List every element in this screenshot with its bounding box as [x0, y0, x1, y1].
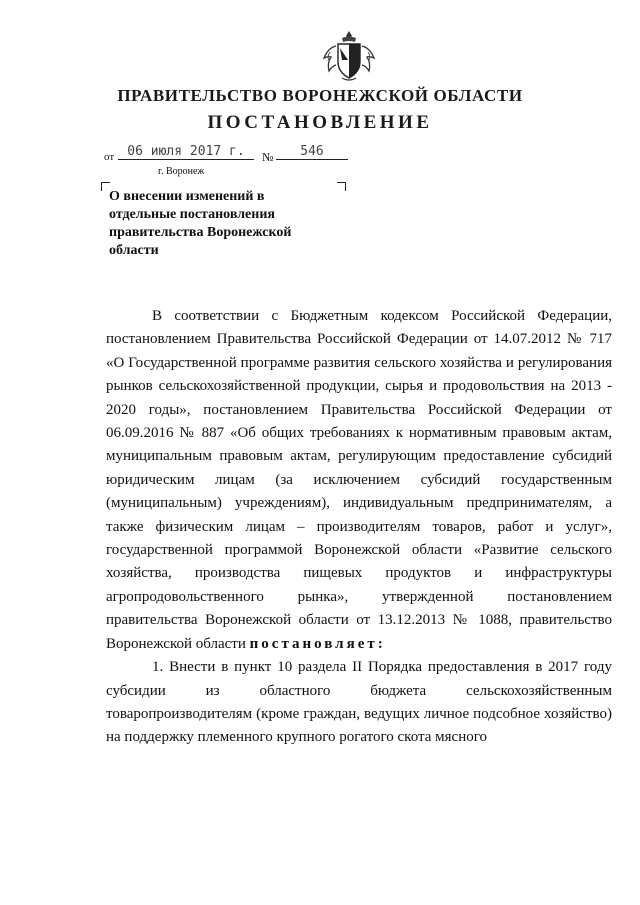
document-type-title: ПОСТАНОВЛЕНИЕ [207, 112, 433, 133]
coat-of-arms-icon [318, 28, 380, 84]
item-1-paragraph: 1. Внести в пункт 10 раздела II Порядка предоставления в 2017 году субсидии из областного бюджета сельскохозяйственным товаропроизводителям (кроме граждан, ведущих личное подсобное хозяйство) на поддержку племенного крупного рогатого скота мясного [106, 659, 612, 746]
document-date: 06 июля 2017 г. [118, 144, 254, 160]
document-body [106, 305, 612, 750]
subject-corner-right [337, 182, 346, 191]
preamble-paragraph: В соответствии с Бюджетным кодексом Российской Федерации, постановлением Правительства Российской Федерации от 14.07.2012 № 717 «О Государственной программе развития сельского хозяйства и регулирования рынков сельскохозяйственной продукции, сырья и продовольствия на 2013 - 2020 годы», постановлением Правительства Российской Федерации от 06.09.2016 № 887 «Об общих требованиях к нормативным правовым актам, муниципальным правовым актам, регулирующим предоставление субсидий юридическим лицам (за исключением субсидий государственным (муниципальным) учреждениям), индивидуальным предпринимателям, а также физическим лицам – производителям товаров, работ и услуг», государственной программой Воронежской области «Развитие сельского хозяйства, производства пищевых продуктов и инфраструктуры агропродовольственного рынка», утвержденной постановлением правительства Воронежской области от 13.12.2013 № 1088, правительство Воронежской области [106, 308, 612, 652]
number-label: № [262, 150, 274, 164]
date-from-label: от [104, 151, 115, 163]
document-number: 546 [276, 144, 348, 160]
decree-word: постановляет: [249, 635, 386, 652]
government-title: ПРАВИТЕЛЬСТВО ВОРОНЕЖСКОЙ ОБЛАСТИ [117, 86, 523, 105]
document-subject: О внесении изменений в отдельные постановления правительства Воронежской области [109, 189, 292, 258]
city-label: г. Воронеж [158, 166, 205, 177]
